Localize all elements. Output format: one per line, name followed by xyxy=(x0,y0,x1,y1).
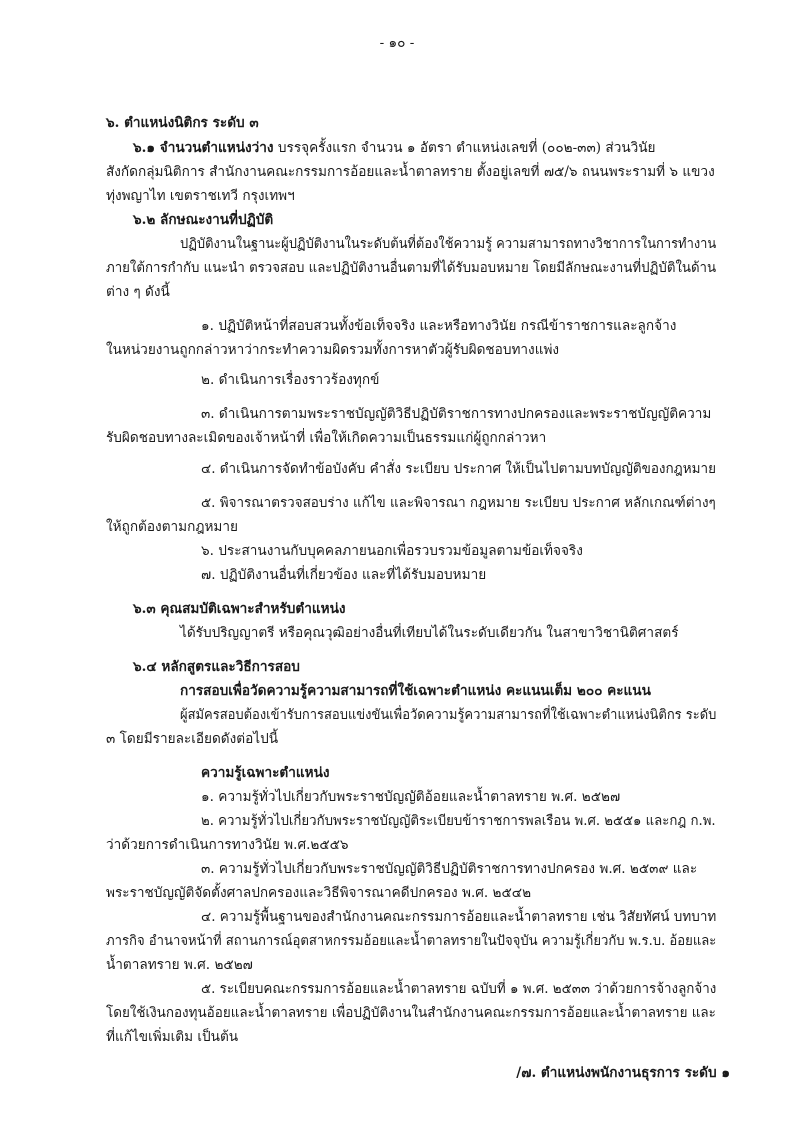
knowledge-item-1: ๑. ความรู้ทั่วไปเกี่ยวกับพระราชบัญญัติอ้อยและน้ำตาลทราย พ.ศ. ๒๕๒๗ xyxy=(201,789,621,805)
s62-item-6: ๖. ประสานงานกับบุคคลภายนอกเพื่อรวบรวมข้อมูลตามข้อเท็จจริง xyxy=(201,543,583,559)
next-section-continuation: /๗. ตำแหน่งพนักงานธุรการ ระดับ ๑ xyxy=(516,1065,730,1081)
s62-item-1-b: ในหน่วยงานถูกกล่าวหาว่ากระทำความผิดรวมทั้งการหาตัวผู้รับผิดชอบทางแพ่ง xyxy=(106,342,560,358)
knowledge-item-3-b: พระราชบัญญัติจัดตั้งศาลปกครองและวิธีพิจารณาคดีปกครอง พ.ศ. ๒๕๔๒ xyxy=(106,885,532,901)
s63-heading: ๖.๓ คุณสมบัติเฉพาะสำหรับตำแหน่ง xyxy=(133,601,346,617)
s62-item-5-a: ๕. พิจารณาตรวจสอบร่าง แก้ไข และพิจารณา กฎหมาย ระเบียบ ประกาศ หลักเกณฑ์ต่างๆ xyxy=(201,495,716,511)
s62-item-2: ๒. ดำเนินการเรื่องราวร้องทุกข์ xyxy=(201,372,380,388)
s62-heading: ๖.๒ ลักษณะงานที่ปฏิบัติ xyxy=(133,212,274,228)
s64-subheading: การสอบเพื่อวัดความรู้ความสามารถที่ใช้เฉพาะตำแหน่ง คะแนนเต็ม ๒๐๐ คะแนน xyxy=(180,683,651,699)
knowledge-item-4-c: น้ำตาลทราย พ.ศ. ๒๕๒๗ xyxy=(106,957,253,973)
s64-intro-2: ๓ โดยมีรายละเอียดดังต่อไปนี้ xyxy=(106,731,279,747)
knowledge-item-5-a: ๕. ระเบียบคณะกรรมการอ้อยและน้ำตาลทราย ฉบับที่ ๑ พ.ศ. ๒๕๓๓ ว่าด้วยการจ้างลูกจ้าง xyxy=(201,981,717,997)
s62-item-7: ๗. ปฏิบัติงานอื่นที่เกี่ยวข้อง และที่ได้รับมอบหมาย xyxy=(201,567,487,583)
s62-item-1-a: ๑. ปฏิบัติหน้าที่สอบสวนทั้งข้อเท็จจริง และหรือทางวินัย กรณีข้าราชการและลูกจ้าง xyxy=(201,318,677,334)
s61-line-2: สังกัดกลุ่มนิติการ สำนักงานคณะกรรมการอ้อยและน้ำตาลทราย ตั้งอยู่เลขที่ ๗๕/๖ ถนนพระรามที่ ๖ แขวง xyxy=(106,164,715,180)
s62-item-5-b: ให้ถูกต้องตามกฎหมาย xyxy=(106,519,238,535)
knowledge-item-5-b: โดยใช้เงินกองทุนอ้อยและน้ำตาลทราย เพื่อปฏิบัติงานในสำนักงานคณะกรรมการอ้อยและน้ำตาลทราย และ xyxy=(106,1005,716,1021)
s62-item-3-a: ๓. ดำเนินการตามพระราชบัญญัติวิธีปฏิบัติราชการทางปกครองและพระราชบัญญัติความ xyxy=(201,406,712,422)
s62-intro-3: ต่าง ๆ ดังนี้ xyxy=(106,284,170,300)
s61-heading: ๖.๑ จำนวนตำแหน่งว่าง xyxy=(133,140,274,156)
s61-line-1-text: บรรจุครั้งแรก จำนวน ๑ อัตรา ตำแหน่งเลขที่ (๐๐๒-๓๓) ส่วนวินัย xyxy=(277,140,656,156)
knowledge-item-2-a: ๒. ความรู้ทั่วไปเกี่ยวกับพระราชบัญญัติระเบียบข้าราชการพลเรือน พ.ศ. ๒๕๕๑ และกฎ ก.พ. xyxy=(201,813,716,829)
s62-item-4: ๔. ดำเนินการจัดทำข้อบังคับ คำสั่ง ระเบียบ ประกาศ ให้เป็นไปตามบทบัญญัติของกฎหมาย xyxy=(201,461,717,477)
s62-item-3-b: รับผิดชอบทางละเมิดของเจ้าหน้าที่ เพื่อให้เกิดความเป็นธรรมแก่ผู้ถูกกล่าวหา xyxy=(106,430,547,446)
s64-intro-1: ผู้สมัครสอบต้องเข้ารับการสอบแข่งขันเพื่อวัดความรู้ความสามารถที่ใช้เฉพาะตำแหน่งนิติกร ระดับ xyxy=(180,707,717,723)
s61-line-3: ทุ่งพญาไท เขตราชเทวี กรุงเทพฯ xyxy=(106,188,295,204)
knowledge-item-3-a: ๓. ความรู้ทั่วไปเกี่ยวกับพระราชบัญญัติวิธีปฏิบัติราชการทางปกครอง พ.ศ. ๒๕๓๙ และ xyxy=(201,861,698,877)
knowledge-item-5-c: ที่แก้ไขเพิ่มเติม เป็นต้น xyxy=(106,1029,239,1045)
section-title: ๖. ตำแหน่งนิติกร ระดับ ๓ xyxy=(106,115,259,131)
knowledge-item-2-b: ว่าด้วยการดำเนินการทางวินัย พ.ศ.๒๕๕๖ xyxy=(106,837,349,853)
knowledge-item-4-a: ๔. ความรู้พื้นฐานของสำนักงานคณะกรรมการอ้อยและน้ำตาลทราย เช่น วิสัยทัศน์ บทบาท xyxy=(201,909,717,925)
s61-line-1 xyxy=(133,142,656,156)
page-number: - ๑๐ - xyxy=(379,35,415,51)
s62-intro-2: ภายใต้การกำกับ แนะนำ ตรวจสอบ และปฏิบัติงานอื่นตามที่ได้รับมอบหมาย โดยมีลักษณะงานที่ปฏิบัติในด้าน xyxy=(106,260,717,276)
s63-text: ได้รับปริญญาตรี หรือคุณวุฒิอย่างอื่นที่เทียบได้ในระดับเดียวกัน ในสาขาวิชานิติศาสตร์ xyxy=(180,625,679,641)
knowledge-heading: ความรู้เฉพาะตำแหน่ง xyxy=(201,765,330,781)
s62-intro-1: ปฏิบัติงานในฐานะผู้ปฏิบัติงานในระดับต้นที่ต้องใช้ความรู้ ความสามารถทางวิชาการในการทำงาน xyxy=(180,236,717,252)
knowledge-item-4-b: ภารกิจ อำนาจหน้าที่ สถานการณ์อุตสาหกรรมอ้อยและน้ำตาลทรายในปัจจุบัน ความรู้เกี่ยวกับ พ.ร.บ. อ้อยและ xyxy=(106,933,717,949)
s64-heading: ๖.๔ หลักสูตรและวิธีการสอบ xyxy=(133,659,300,675)
